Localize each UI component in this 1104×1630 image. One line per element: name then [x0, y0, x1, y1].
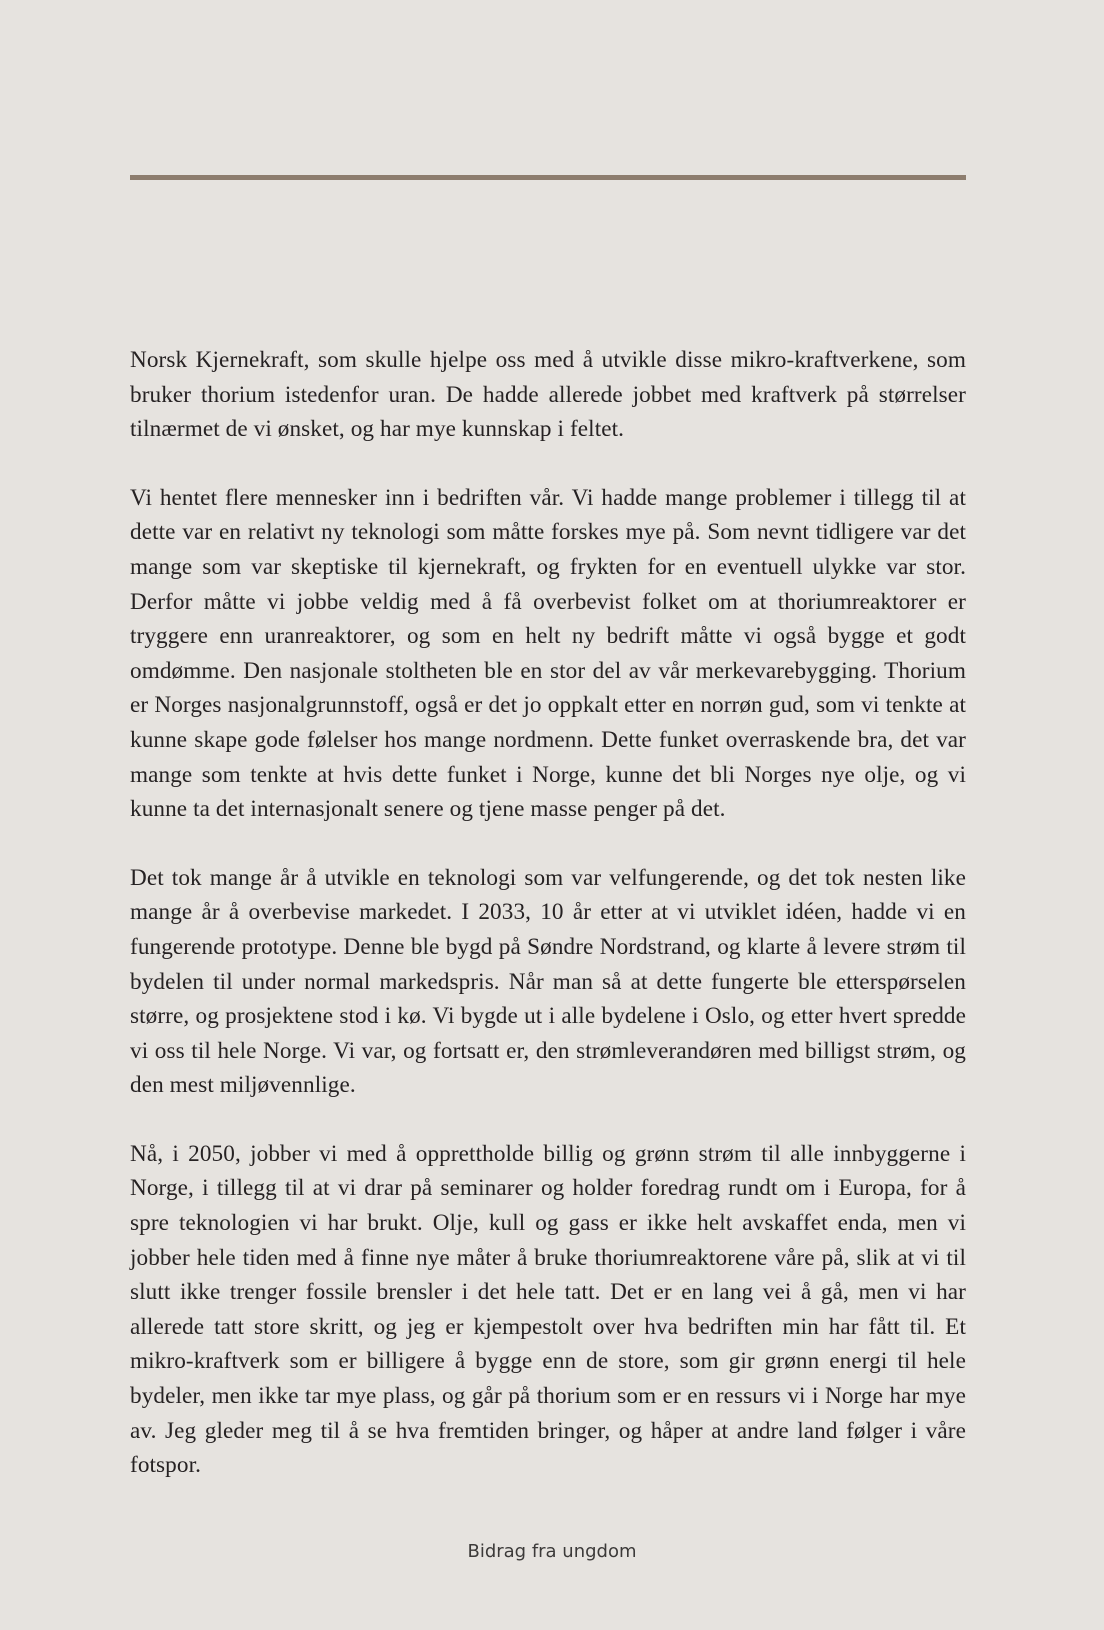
paragraph: Nå, i 2050, jobber vi med å opprettholde billig og grønn strøm til alle innbyggerne i Norge, i tillegg til at vi drar på seminarer og holder foredrag rundt om i Europa, for å spre teknologien vi har brukt. Olje, kull og gass er ikke helt avskaffet enda, men vi jobber hele tiden med å finne nye måter å bruke thoriumreaktorene våre på, slik at vi til slutt ikke trenger fossile brensler i det hele tatt. Det er en lang vei å gå, men vi har allerede tatt store skritt, og jeg er kjempestolt over hva bedriften min har fått til. Et mikro-kraftverk som er billigere å bygge enn de store, som gir grønn energi til hele bydeler, men ikke tar mye plass, og går på thorium som er en ressurs vi i Norge har mye av. Jeg gleder meg til å se hva fremtiden bringer, og håper at andre land følger i våre fotspor.	[130, 1140, 966, 1479]
top-divider-rule	[130, 175, 966, 180]
paragraph: Det tok mange år å utvikle en teknologi som var velfungerende, og det tok nesten like mange år å overbevise markedet. I 2033, 10 år etter at vi utviklet idéen, hadde vi en fungerende prototype. Denne ble bygd på Søndre Nordstrand, og klarte å levere strøm til bydelen til under normal markedspris. Når man så at dette fungerte ble etterspørselen større, og prosjektene stod i kø. Vi bygde ut i alle bydelene i Oslo, og etter hvert spredde vi oss til hele Norge. Vi var, og fortsatt er, den strømleverandøren med billigst strøm, og den mest miljøvennlige.	[130, 864, 966, 1099]
article-body	[130, 343, 966, 1517]
paragraph: Norsk Kjernekraft, som skulle hjelpe oss med å utvikle disse mikro-kraftverkene, som bruker thorium istedenfor uran. De hadde allerede jobbet med kraftverk på størrelser tilnærmet de vi ønsket, og har mye kunnskap i feltet.	[130, 347, 966, 443]
paragraph: Vi hentet flere mennesker inn i bedriften vår. Vi hadde mange problemer i tillegg til at dette var en relativt ny teknologi som måtte forskes mye på. Som nevnt tidligere var det mange som var skeptiske til kjernekraft, og frykten for en eventuell ulykke var stor. Derfor måtte vi jobbe veldig med å få overbevist folket om at thoriumreaktorer er tryggere enn uranreaktorer, og som en helt ny bedrift måtte vi også bygge et godt omdømme. Den nasjonale stoltheten ble en stor del av vår merkevarebygging. Thorium er Norges nasjonalgrunnstoff, også er det jo oppkalt etter en norrøn gud, som vi tenkte at kunne skape gode følelser hos mange nordmenn. Dette funket overraskende bra, det var mange som tenkte at hvis dette funket i Norge, kunne det bli Norges nye olje, og vi kunne ta det internasjonalt senere og tjene masse penger på det.	[130, 484, 966, 823]
page-footer-section-label: Bidrag fra ungdom	[467, 1541, 637, 1562]
